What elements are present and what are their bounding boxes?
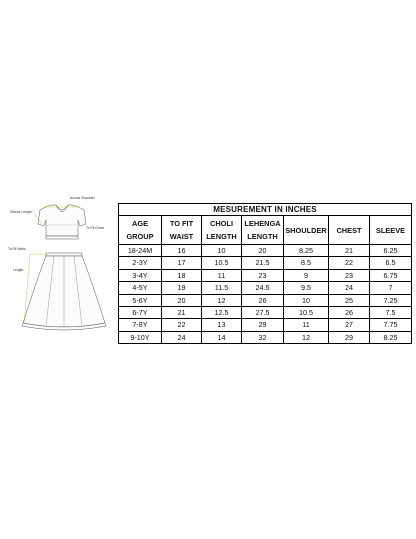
table-cell-lehenga-length: 20 xyxy=(242,245,284,257)
table-cell-age-group: 5-6Y xyxy=(119,294,162,306)
to-fit-waist-label: To Fit Waist xyxy=(8,247,26,251)
table-cell-sleeve: 7.25 xyxy=(370,294,412,306)
table-cell-lehenga-length: 32 xyxy=(242,331,284,343)
table-cell-chest: 22 xyxy=(329,257,370,269)
table-cell-age-group: 7-8Y xyxy=(119,319,162,331)
column-header-lehenga-length xyxy=(242,216,284,245)
table-row xyxy=(119,319,412,331)
table-cell-lehenga-length: 27.5 xyxy=(242,306,284,318)
column-header-text: TO FIT xyxy=(169,219,194,228)
table-cell-age-group: 18-24M xyxy=(119,245,162,257)
garment-measurement-diagram xyxy=(6,192,118,342)
table-cell-choli-length: 14 xyxy=(202,331,242,343)
table-cell-to-fit-waist: 19 xyxy=(162,282,202,294)
table-cell-chest: 25 xyxy=(329,294,370,306)
table-cell-sleeve: 7 xyxy=(370,282,412,294)
table-body xyxy=(119,245,412,344)
column-header-age-group xyxy=(119,216,162,245)
table-cell-to-fit-waist: 21 xyxy=(162,306,202,318)
table-row xyxy=(119,257,412,269)
table-cell-shoulder: 11 xyxy=(284,319,329,331)
column-header-chest xyxy=(329,216,370,245)
length-label: Length xyxy=(13,268,24,272)
table-cell-choli-length: 13 xyxy=(202,319,242,331)
table-row xyxy=(119,269,412,281)
table-cell-shoulder: 10.5 xyxy=(284,306,329,318)
table-cell-chest: 29 xyxy=(329,331,370,343)
table-row xyxy=(119,245,412,257)
table-row xyxy=(119,331,412,343)
table-header xyxy=(119,216,412,245)
table-cell-choli-length: 12.5 xyxy=(202,306,242,318)
table-cell-sleeve: 7.5 xyxy=(370,306,412,318)
table-cell-choli-length: 10.5 xyxy=(202,257,242,269)
table-cell-chest: 21 xyxy=(329,245,370,257)
table-row xyxy=(119,282,412,294)
column-header-to-fit-waist xyxy=(162,216,202,245)
table-cell-lehenga-length: 21.5 xyxy=(242,257,284,269)
table-cell-choli-length: 11.5 xyxy=(202,282,242,294)
column-header-text: CHEST xyxy=(336,225,362,235)
table-cell-choli-length: 11 xyxy=(202,269,242,281)
sleeve-length-label: Sleeve Length xyxy=(10,210,32,214)
table-cell-age-group: 3-4Y xyxy=(119,269,162,281)
lehenga-sketch xyxy=(22,253,106,330)
column-header-text: GROUP xyxy=(126,232,154,241)
table-cell-sleeve: 8.25 xyxy=(370,331,412,343)
table-cell-lehenga-length: 26 xyxy=(242,294,284,306)
across-shoulder-label: Across Shoulder xyxy=(70,196,95,200)
column-header-text: WAIST xyxy=(169,232,194,241)
table-cell-to-fit-waist: 22 xyxy=(162,319,202,331)
table-cell-chest: 24 xyxy=(329,282,370,294)
table-cell-sleeve: 6.5 xyxy=(370,257,412,269)
table-cell-sleeve: 6.25 xyxy=(370,245,412,257)
table-cell-lehenga-length: 29 xyxy=(242,319,284,331)
table-cell-to-fit-waist: 17 xyxy=(162,257,202,269)
table-cell-to-fit-waist: 18 xyxy=(162,269,202,281)
table-cell-shoulder: 8.25 xyxy=(284,245,329,257)
column-header-choli-length xyxy=(202,216,242,245)
choli-sketch xyxy=(38,205,86,239)
table-cell-shoulder: 8.5 xyxy=(284,257,329,269)
table-title: MESUREMENT IN INCHES xyxy=(118,203,412,215)
table-cell-age-group: 6-7Y xyxy=(119,306,162,318)
column-header-text: LENGTH xyxy=(206,232,237,241)
table-cell-age-group: 9-10Y xyxy=(119,331,162,343)
to-fit-chest-label: To Fit Chest xyxy=(86,226,105,230)
column-header-sleeve xyxy=(370,216,412,245)
header-row xyxy=(119,216,412,245)
column-header-text: SHOULDER xyxy=(285,225,327,235)
table-cell-to-fit-waist: 24 xyxy=(162,331,202,343)
table-cell-to-fit-waist: 20 xyxy=(162,294,202,306)
table-cell-lehenga-length: 24.5 xyxy=(242,282,284,294)
column-header-text: SLEEVE xyxy=(375,225,406,235)
table-cell-sleeve: 7.75 xyxy=(370,319,412,331)
table-cell-choli-length: 12 xyxy=(202,294,242,306)
table-cell-chest: 23 xyxy=(329,269,370,281)
table-cell-age-group: 4-5Y xyxy=(119,282,162,294)
column-header-shoulder xyxy=(284,216,329,245)
table-cell-chest: 27 xyxy=(329,319,370,331)
column-header-text: LENGTH xyxy=(247,232,278,241)
table-cell-shoulder: 10 xyxy=(284,294,329,306)
table-cell-shoulder: 9 xyxy=(284,269,329,281)
table-cell-shoulder: 12 xyxy=(284,331,329,343)
size-chart-table xyxy=(118,203,412,344)
table-cell-chest: 26 xyxy=(329,306,370,318)
table-cell-to-fit-waist: 16 xyxy=(162,245,202,257)
choli-lehenga-illustration xyxy=(6,192,118,342)
table-cell-choli-length: 10 xyxy=(202,245,242,257)
table-cell-sleeve: 6.75 xyxy=(370,269,412,281)
column-header-text: CHOLI xyxy=(210,219,233,228)
column-header-text: AGE xyxy=(131,219,148,228)
table-row xyxy=(119,306,412,318)
table-cell-lehenga-length: 23 xyxy=(242,269,284,281)
table-cell-shoulder: 9.5 xyxy=(284,282,329,294)
table-row xyxy=(119,294,412,306)
column-header-text: LEHENGA xyxy=(244,219,281,228)
table-cell-age-group: 2-3Y xyxy=(119,257,162,269)
